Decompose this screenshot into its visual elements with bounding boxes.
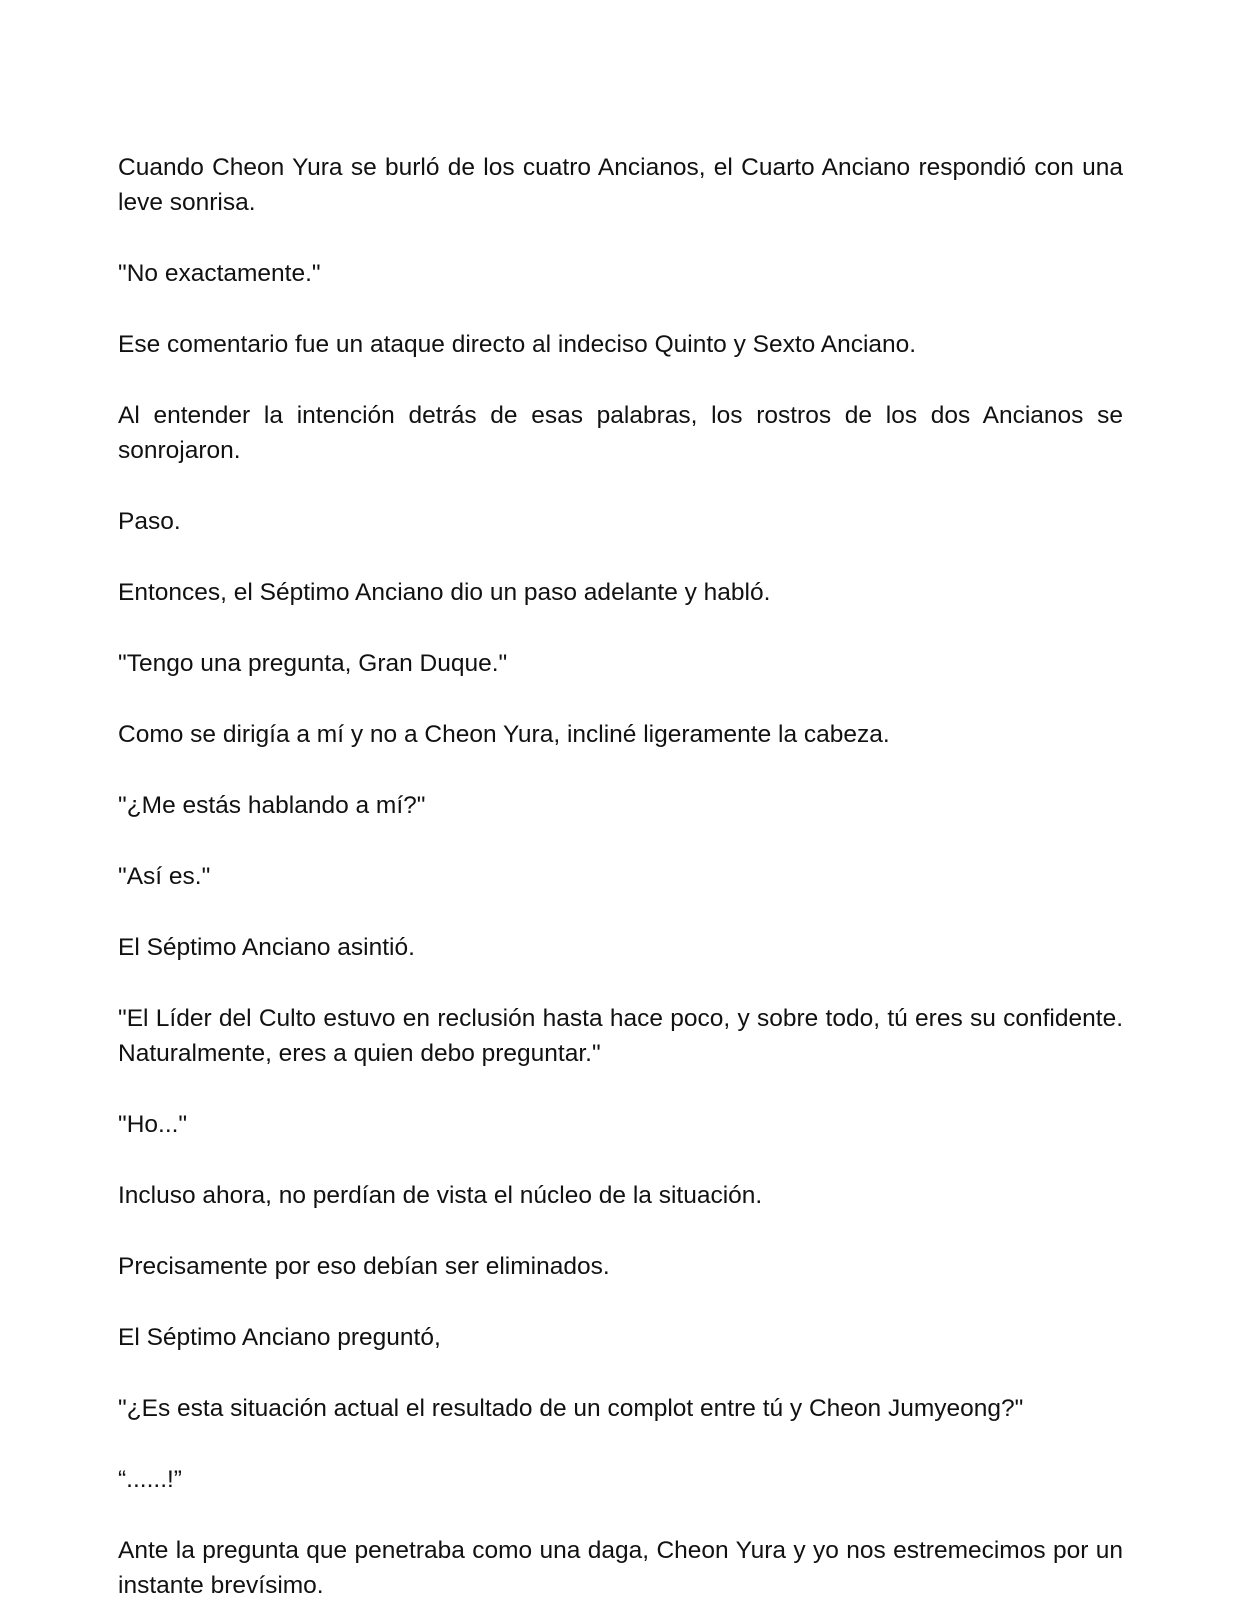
paragraph: "No exactamente." <box>118 260 321 287</box>
paragraph: Entonces, el Séptimo Anciano dio un paso adelante y habló. <box>118 579 771 606</box>
paragraph: "¿Me estás hablando a mí?" <box>118 792 426 819</box>
paragraph: Cuando Cheon Yura se burló de los cuatro Ancianos, el Cuarto Anciano respondió con una leve sonrisa. <box>118 154 1123 216</box>
paragraph: El Séptimo Anciano asintió. <box>118 934 415 961</box>
paragraph: "Así es." <box>118 863 211 890</box>
paragraph: "El Líder del Culto estuvo en reclusión hasta hace poco, y sobre todo, tú eres su confidente. Naturalmente, eres a quien debo preguntar." <box>118 1005 1123 1067</box>
paragraph: "Ho..." <box>118 1111 188 1138</box>
paragraph: Ante la pregunta que penetraba como una daga, Cheon Yura y yo nos estremecimos por un instante brevísimo. <box>118 1537 1123 1599</box>
paragraph: Como se dirigía a mí y no a Cheon Yura, incliné ligeramente la cabeza. <box>118 721 890 748</box>
document-body <box>118 150 1123 1603</box>
paragraph: Paso. <box>118 508 181 535</box>
paragraph: Incluso ahora, no perdían de vista el núcleo de la situación. <box>118 1182 763 1209</box>
paragraph: "¿Es esta situación actual el resultado de un complot entre tú y Cheon Jumyeong?" <box>118 1395 1024 1422</box>
paragraph: "Tengo una pregunta, Gran Duque." <box>118 650 508 677</box>
paragraph: Ese comentario fue un ataque directo al indeciso Quinto y Sexto Anciano. <box>118 331 917 358</box>
paragraph: Precisamente por eso debían ser eliminados. <box>118 1253 610 1280</box>
paragraph: El Séptimo Anciano preguntó, <box>118 1324 441 1351</box>
paragraph: Al entender la intención detrás de esas palabras, los rostros de los dos Ancianos se sonrojaron. <box>118 402 1123 464</box>
paragraph: “......!” <box>118 1466 182 1493</box>
